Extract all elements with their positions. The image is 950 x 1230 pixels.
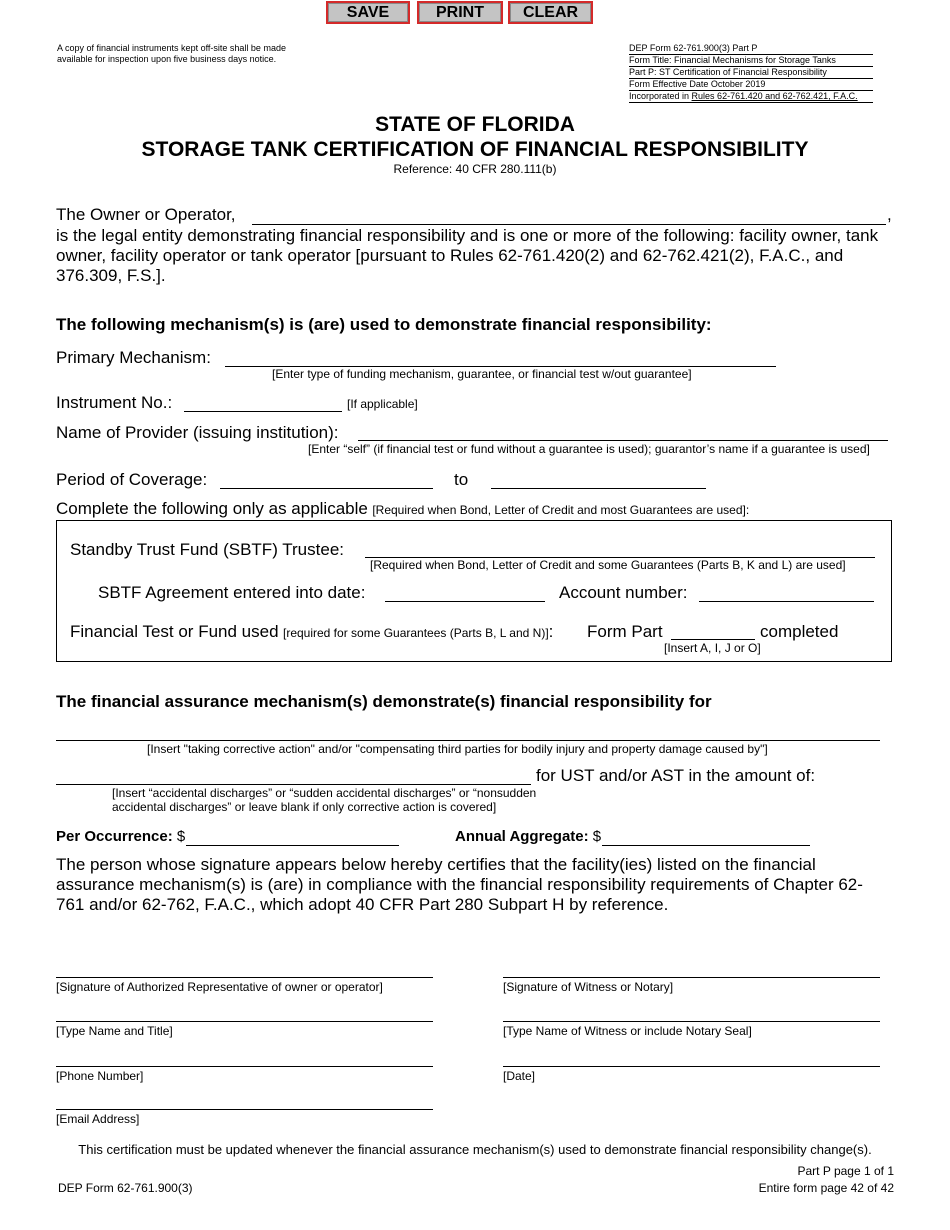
offsite-notice: A copy of financial instruments kept off-site shall be made available for inspection upon five business days notice. bbox=[57, 43, 286, 64]
witness-name-label: [Type Name of Witness or include Notary Seal] bbox=[503, 1024, 752, 1038]
phone-line[interactable] bbox=[56, 1066, 433, 1067]
provider-input[interactable] bbox=[358, 421, 888, 441]
footer-form-id: DEP Form 62-761.900(3) bbox=[58, 1181, 193, 1195]
form-part-input[interactable] bbox=[671, 620, 755, 640]
agreement-label: SBTF Agreement entered into date: bbox=[98, 583, 366, 602]
owner-operator-input[interactable] bbox=[252, 205, 886, 225]
instrument-hint: [If applicable] bbox=[347, 397, 418, 411]
form-part: Part P: ST Certification of Financial Responsibility bbox=[629, 67, 873, 79]
form-number: DEP Form 62-761.900(3) Part P bbox=[629, 43, 873, 55]
reference: Reference: 40 CFR 280.111(b) bbox=[393, 162, 557, 176]
provider-hint: [Enter “self” (if financial test or fund without a guarantee is used); guarantor’s name if a guarantee is used] bbox=[308, 442, 870, 456]
form-title: Form Title: Financial Mechanisms for Storage Tanks bbox=[629, 55, 873, 67]
witness-signature-label: [Signature of Witness or Notary] bbox=[503, 980, 674, 994]
form-part-hint: [Insert A, I, J or O] bbox=[664, 641, 761, 655]
primary-mechanism-label: Primary Mechanism: bbox=[56, 348, 211, 367]
trustee-hint: [Required when Bond, Letter of Credit and some Guarantees (Parts B, K and L) are used] bbox=[370, 558, 846, 572]
owner-description: is the legal entity demonstrating financial responsibility and is one or more of the following: facility owner, tank owner, facility operator or tank operator [pursuant to Rules 62-761.420(2) and 62-762.421(2), F.A.C., and 376.309, F.S.]. bbox=[56, 226, 879, 285]
page-title: STATE OF FLORIDA STORAGE TANK CERTIFICATION OF FINANCIAL RESPONSIBILITY bbox=[141, 113, 809, 161]
date-label: [Date] bbox=[503, 1069, 536, 1083]
instrument-label: Instrument No.: bbox=[56, 393, 173, 412]
financial-test-line: Financial Test or Fund used [required for some Guarantees (Parts B, L and N)]: bbox=[70, 622, 554, 641]
per-occurrence-label: Per Occurrence: $ bbox=[56, 828, 186, 845]
witness-signature-line[interactable] bbox=[503, 977, 880, 978]
phone-label: [Phone Number] bbox=[56, 1069, 144, 1083]
account-number-input[interactable] bbox=[699, 582, 874, 602]
completed-label: completed bbox=[760, 622, 839, 641]
name-title-label: [Type Name and Title] bbox=[56, 1024, 173, 1038]
email-label: [Email Address] bbox=[56, 1112, 140, 1126]
per-occurrence-input[interactable] bbox=[186, 826, 399, 846]
period-to-input[interactable] bbox=[491, 469, 706, 489]
form-effective-date: Form Effective Date October 2019 bbox=[629, 79, 873, 91]
witness-name-line[interactable] bbox=[503, 1021, 880, 1022]
form-incorporated: Incorporated in Rules 62-761.420 and 62-762.421, F.A.C. bbox=[629, 91, 873, 103]
owner-label: The Owner or Operator, bbox=[56, 205, 236, 224]
annual-aggregate-input[interactable] bbox=[602, 826, 810, 846]
assurance-heading: The financial assurance mechanism(s) demonstrate(s) financial responsibility for bbox=[56, 692, 712, 711]
primary-mechanism-input[interactable] bbox=[225, 347, 776, 367]
save-button[interactable]: SAVE bbox=[326, 1, 410, 24]
clear-button[interactable]: CLEAR bbox=[508, 1, 593, 24]
coverage-type-input[interactable] bbox=[56, 721, 880, 741]
mechanisms-heading: The following mechanism(s) is (are) used to demonstrate financial responsibility: bbox=[56, 315, 712, 334]
annual-aggregate-label: Annual Aggregate: $ bbox=[455, 828, 602, 845]
amount-label: for UST and/or AST in the amount of: bbox=[536, 766, 816, 785]
trustee-input[interactable] bbox=[365, 538, 875, 558]
period-from-input[interactable] bbox=[220, 469, 433, 489]
page-numbers: Part P page 1 of 1 Entire form page 42 of 42 bbox=[758, 1164, 894, 1195]
form-info-block bbox=[629, 43, 873, 103]
print-button[interactable]: PRINT bbox=[417, 1, 503, 24]
update-note: This certification must be updated whenever the financial assurance mechanism(s) used to demonstrate financial responsibility change(s). bbox=[78, 1142, 872, 1157]
period-to-label: to bbox=[454, 470, 469, 489]
name-title-line[interactable] bbox=[56, 1021, 433, 1022]
owner-comma: , bbox=[887, 205, 892, 224]
agreement-date-input[interactable] bbox=[385, 582, 545, 602]
signature-line[interactable] bbox=[56, 977, 433, 978]
primary-mechanism-hint: [Enter type of funding mechanism, guarantee, or financial test w/out guarantee] bbox=[272, 367, 692, 381]
coverage-type-hint: [Insert "taking corrective action" and/or "compensating third parties for bodily injury and property damage caused by"] bbox=[147, 742, 768, 756]
email-line[interactable] bbox=[56, 1109, 433, 1110]
discharge-type-input[interactable] bbox=[56, 765, 531, 785]
trustee-label: Standby Trust Fund (SBTF) Trustee: bbox=[70, 540, 344, 559]
complete-applicable: Complete the following only as applicable [Required when Bond, Letter of Credit and most Guarantees are used]: bbox=[56, 499, 750, 518]
date-line[interactable] bbox=[503, 1066, 880, 1067]
discharge-type-hint: [Insert “accidental discharges” or “sudden accidental discharges” or “nonsudden accidental discharges” or leave blank if only corrective action is covered] bbox=[112, 786, 537, 814]
provider-label: Name of Provider (issuing institution): bbox=[56, 423, 339, 442]
signature-label: [Signature of Authorized Representative of owner or operator] bbox=[56, 980, 383, 994]
period-label: Period of Coverage: bbox=[56, 470, 208, 489]
account-label: Account number: bbox=[559, 583, 688, 602]
instrument-number-input[interactable] bbox=[184, 392, 342, 412]
form-part-label: Form Part bbox=[587, 622, 663, 641]
certification-text: The person whose signature appears below hereby certifies that the facility(ies) listed on the financial assurance mechanism(s) is (are) in compliance with the financial responsibility requirements of Chapter 62-761 and/or 62-762, F.A.C., which adopt 40 CFR Part 280 Subpart H by reference. bbox=[56, 855, 863, 914]
